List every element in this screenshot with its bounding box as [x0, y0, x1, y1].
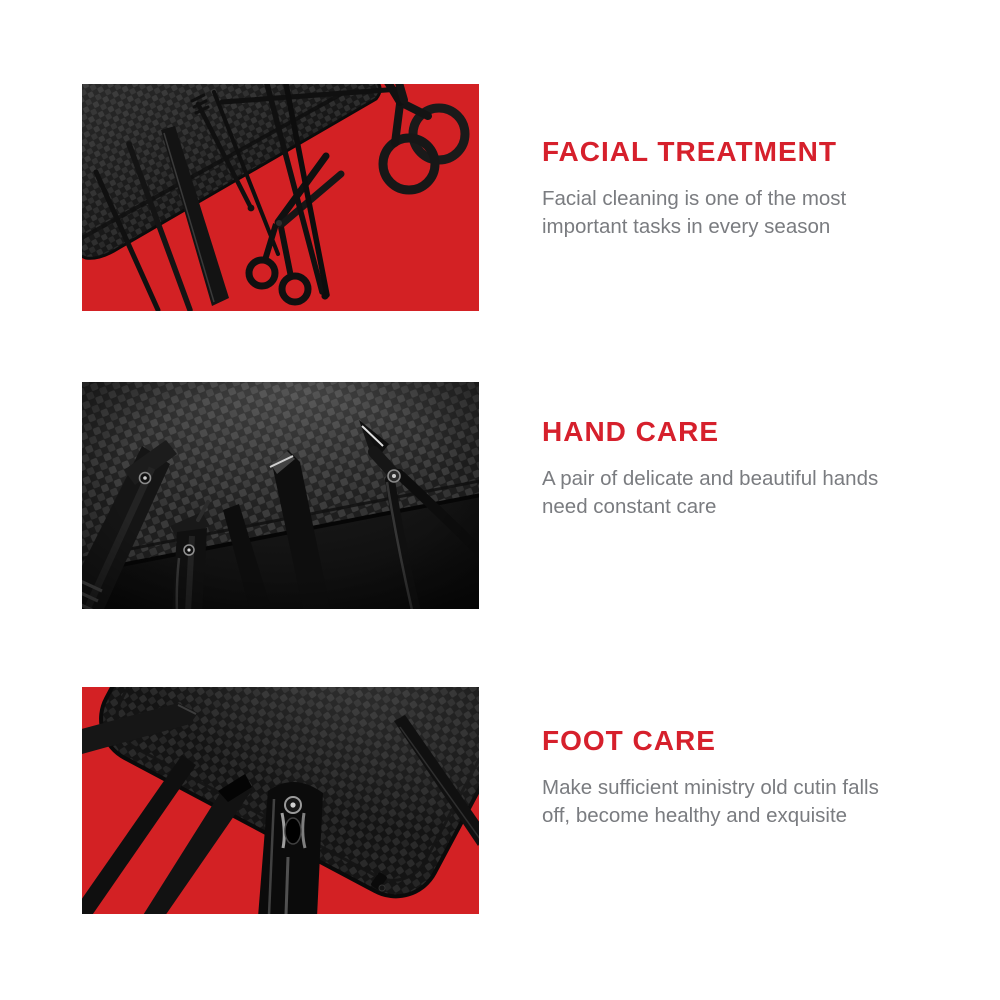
foot-care-illustration	[82, 687, 479, 914]
hand-care-photo	[82, 382, 479, 609]
foot-care-photo	[82, 687, 479, 914]
hand-care-heading: HAND CARE	[542, 416, 719, 447]
large-nail-clipper-illustration	[258, 782, 323, 914]
description-line: A pair of delicate and beautiful hands	[542, 466, 879, 490]
hand-care-description	[542, 465, 952, 521]
description-line: important tasks in every season	[542, 214, 831, 238]
facial-treatment-photo	[82, 84, 479, 311]
hand-care-illustration	[82, 382, 479, 609]
hand-care-text	[542, 417, 952, 521]
facial-treatment-text	[542, 137, 952, 241]
description-line: Make sufficient ministry old cutin falls	[542, 775, 879, 799]
vignette-overlay	[82, 382, 479, 609]
foot-care-heading: FOOT CARE	[542, 725, 716, 756]
description-line: Facial cleaning is one of the most	[542, 186, 847, 210]
description-line: off, become healthy and exquisite	[542, 803, 848, 827]
facial-treatment-illustration	[82, 84, 479, 311]
description-line: need constant care	[542, 494, 717, 518]
facial-treatment-heading: FACIAL TREATMENT	[542, 136, 837, 167]
foot-care-text	[542, 726, 952, 830]
facial-treatment-description	[542, 185, 952, 241]
foot-care-description	[542, 774, 952, 830]
